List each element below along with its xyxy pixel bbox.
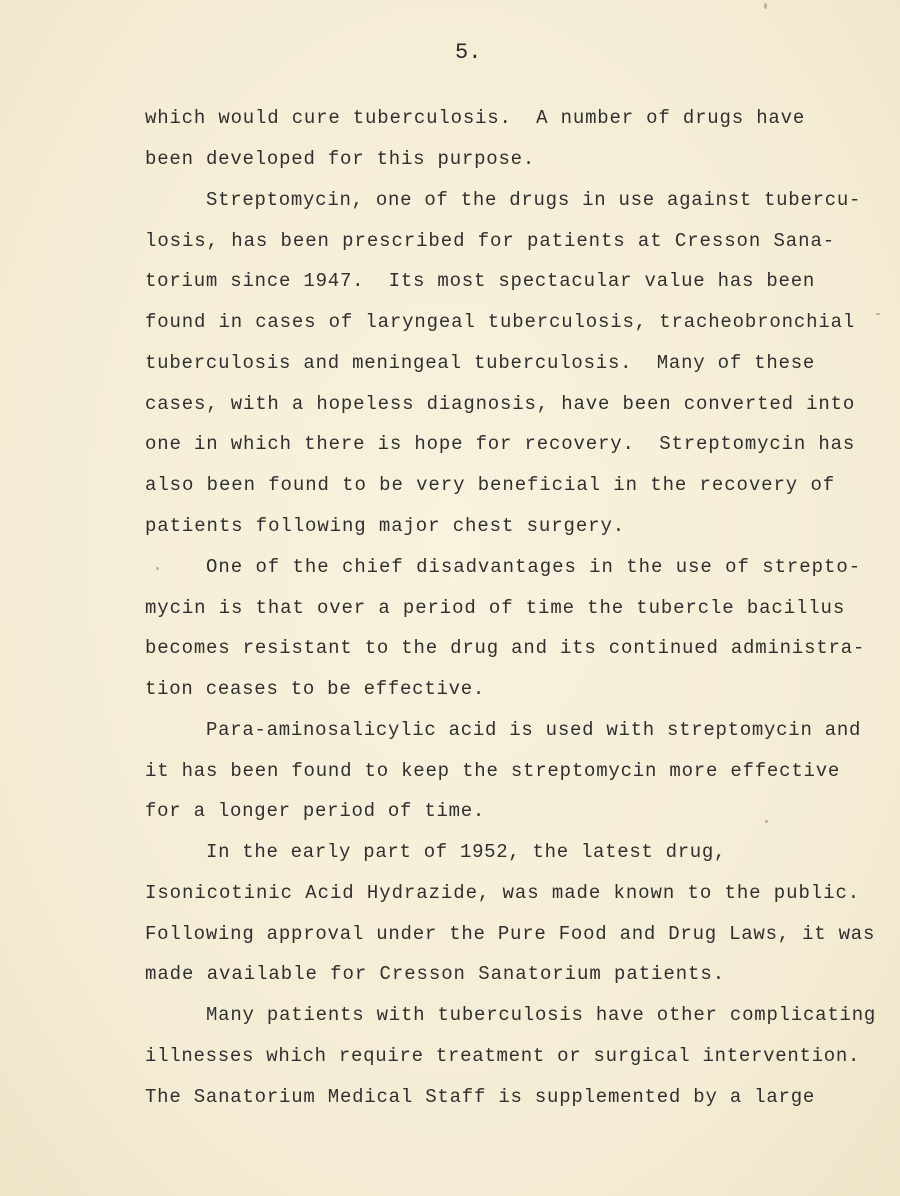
text-line: In the early part of 1952, the latest drug,: [206, 841, 726, 863]
text-line: torium since 1947. Its most spectacular value has been: [145, 270, 815, 292]
text-line: Para-aminosalicylic acid is used with streptomycin and: [206, 719, 861, 741]
text-line: Isonicotinic Acid Hydrazide, was made known to the public.: [145, 882, 860, 904]
text-line: One of the chief disadvantages in the use of strepto-: [206, 556, 861, 578]
text-line: losis, has been prescribed for patients at Cresson Sana-: [145, 230, 835, 252]
text-line: Streptomycin, one of the drugs in use against tubercu-: [206, 189, 861, 211]
ink-speck: [876, 313, 880, 315]
text-line: cases, with a hopeless diagnosis, have been converted into: [145, 393, 855, 415]
text-line: which would cure tuberculosis. A number of drugs have: [145, 107, 805, 129]
text-line: found in cases of laryngeal tuberculosis, tracheobronchial: [145, 311, 855, 333]
text-line: also been found to be very beneficial in the recovery of: [145, 474, 835, 496]
text-line: illnesses which require treatment or surgical intervention.: [145, 1045, 860, 1067]
text-line: tuberculosis and meningeal tuberculosis. Many of these: [145, 352, 815, 374]
text-line: made available for Cresson Sanatorium patients.: [145, 963, 725, 985]
text-line: Following approval under the Pure Food and Drug Laws, it was: [145, 923, 875, 945]
text-line: patients following major chest surgery.: [145, 515, 625, 537]
text-line: been developed for this purpose.: [145, 148, 535, 170]
page-number: 5.: [455, 40, 482, 65]
ink-speck: [156, 567, 159, 570]
text-line: one in which there is hope for recovery. Streptomycin has: [145, 433, 855, 455]
text-line: it has been found to keep the streptomycin more effective: [145, 760, 840, 782]
text-line: The Sanatorium Medical Staff is supplemented by a large: [145, 1086, 815, 1108]
text-line: becomes resistant to the drug and its continued administra-: [145, 637, 865, 659]
text-line: tion ceases to be effective.: [145, 678, 485, 700]
text-line: for a longer period of time.: [145, 800, 485, 822]
text-line: mycin is that over a period of time the tubercle bacillus: [145, 597, 845, 619]
ink-speck: [764, 3, 767, 9]
ink-speck: [765, 820, 768, 823]
text-line: Many patients with tuberculosis have other complicating: [206, 1004, 876, 1026]
